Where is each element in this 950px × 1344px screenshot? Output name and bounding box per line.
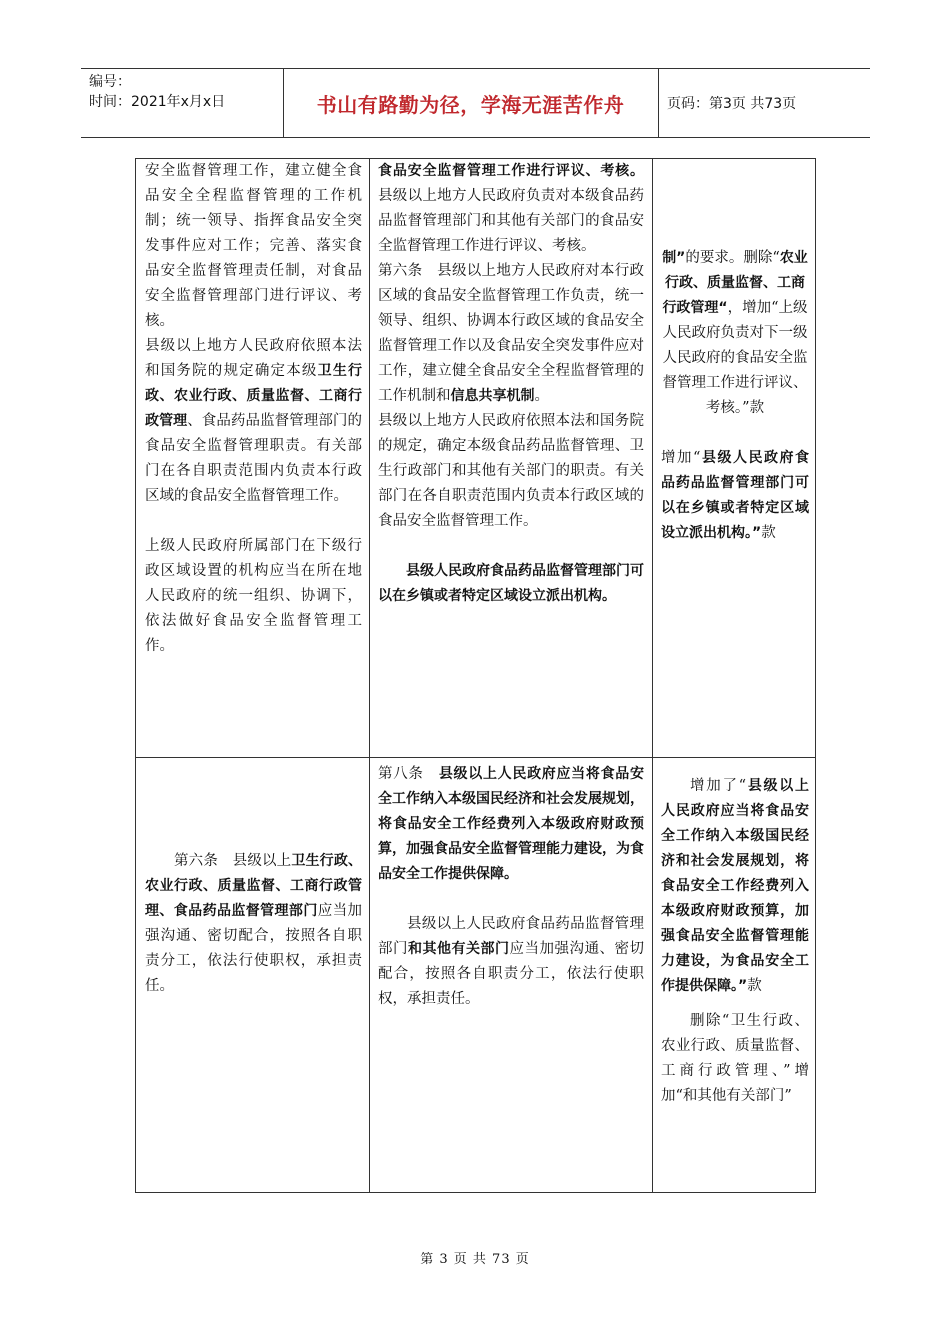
row2-old-text: [145, 849, 362, 999]
row2-new-p2b: 和其他有关部门: [408, 941, 510, 957]
row-divider: [136, 757, 815, 758]
row2-new-p2a: 县级以上人民政府食品药品监督管理部门: [378, 916, 644, 957]
row1-old-p2a: 县级以上地方人民政府依照本法和国务院的规定确定本级: [145, 338, 362, 379]
row2-new-text: [378, 762, 644, 1012]
row2-new-p1a: 第八条: [378, 766, 439, 782]
row1-new-p2b: 信息共享机制: [450, 388, 535, 404]
row2-old-c: 应当加强沟通、密切配合，按照各自职责分工，依法行使职权，承担责任。: [145, 903, 363, 994]
row1-old-p2c: 、食品药品监督管理部门的食品安全监督管理职责。有关部门在各自职责范围内负责本行政区域的食品安全监督管理工作。: [145, 413, 363, 504]
column-divider-1: [369, 159, 370, 1192]
row1-new-text: [378, 159, 644, 609]
row1-new-p4: 县级人民政府食品药品监督管理部门可以在乡镇或者特定区域设立派出机构。: [378, 563, 644, 604]
row1-old-p1: 安全监督管理工作，建立健全食品安全全程监督管理的工作机制；统一领导、指挥食品安全突发事件应对工作；完善、落实食品安全监督管理责任制，对食品安全监督管理部门进行评议、考核。: [145, 163, 362, 329]
row1-new-p1b: 县级以上地方人民政府负责对本级食品药品监督管理部门和其他有关部门的食品安全监督管理工作进行评议、考核。: [378, 188, 644, 254]
column-divider-2: [652, 159, 653, 1192]
row1-old-p3: 上级人民政府所属部门在下级行政区域设置的机构应当在所在地人民政府的统一组织、协调下，依法做好食品安全监督管理工作。: [145, 538, 362, 654]
date-label: 时间：2021年x月x日: [89, 94, 226, 110]
number-label: 编号：: [89, 74, 131, 90]
row2-note-p1c: 款: [747, 978, 762, 994]
row1-note-p2b: 县级人民政府食品药品监督管理部门可以在乡镇或者特定区域设立派出机构。”: [661, 450, 809, 541]
header-slogan: 书山有路勤为径，学海无涯苦作舟: [316, 92, 625, 117]
row1-old-text: [145, 159, 362, 659]
row2-note-p1b: 县级以上人民政府应当将食品安全工作纳入本级国民经济和社会发展规划，将食品安全工作经费列入本级政府财政预算，加强食品安全监督管理能力建设，为食品安全工作提供保障。”: [661, 778, 809, 994]
row1-note-p2c: 款: [761, 525, 776, 541]
row2-note-p1a: 增加了“: [690, 778, 747, 794]
row1-new-p3: 县级以上地方人民政府依照本法和国务院的规定，确定本级食品药品监督管理、卫生行政部门和其他有关部门的职责。有关部门在各自职责范围内负责本行政区域的食品安全监督管理工作。: [378, 413, 644, 529]
header-meta: [89, 72, 225, 112]
row1-note-p1b: 的要求。删除“: [685, 250, 780, 266]
row2-old-a: 第六条 县级以上: [174, 853, 292, 869]
row1-note-p2a: 增加“: [661, 450, 701, 466]
row2-note-p2: 删除“卫生行政、农业行政、质量监督、工商行政管理、”增加“和其他有关部门”: [661, 1013, 809, 1104]
row2-change-note: [661, 774, 809, 1109]
row2-new-p1b: 县级以上人民政府应当将食品安全工作纳入本级国民经济和社会发展规划，将食品安全工作经费列入本级政府财政预算，加强食品安全监督管理能力建设，为食品安全工作提供保障。: [378, 766, 645, 882]
row1-change-note: [661, 246, 809, 546]
header-divider-right: [658, 69, 659, 137]
row1-new-p1a: 食品安全监督管理工作进行评议、考核。: [378, 163, 644, 179]
header-page-info: 页码：第3页 共73页: [667, 96, 797, 112]
row1-old-p2b: 卫生行政、农业行政、质量监督、工商行政管理: [145, 363, 363, 429]
row2-old-b: 卫生行政、农业行政、质量监督、工商行政管理、食品药品监督管理部门: [145, 853, 363, 919]
comparison-table: [135, 158, 816, 1193]
row2-new-p2c: 应当加强沟通、密切配合，按照各自职责分工，依法行使职权，承担责任。: [378, 941, 644, 1007]
page-footer: 第 3 页 共 73 页: [420, 1252, 530, 1267]
row1-new-p2a: 第六条 县级以上地方人民政府对本行政区域的食品安全监督管理工作负责，统一领导、组织、协调本行政区域的食品安全监督管理工作以及食品安全突发事件应对工作，建立健全食品安全全程监督管理的工作机制和: [378, 263, 644, 404]
row1-new-p2c: 。: [534, 388, 549, 404]
row1-note-p1c: 农业行政、质量监督、工商行政管理“: [662, 250, 808, 316]
row1-note-p1d: ，增加“上级人民政府负责对下一级人民政府的食品安全监督管理工作进行评议、考核。”款: [662, 300, 808, 416]
page-header: [81, 68, 870, 138]
row1-note-p1a: 制”: [662, 250, 686, 266]
